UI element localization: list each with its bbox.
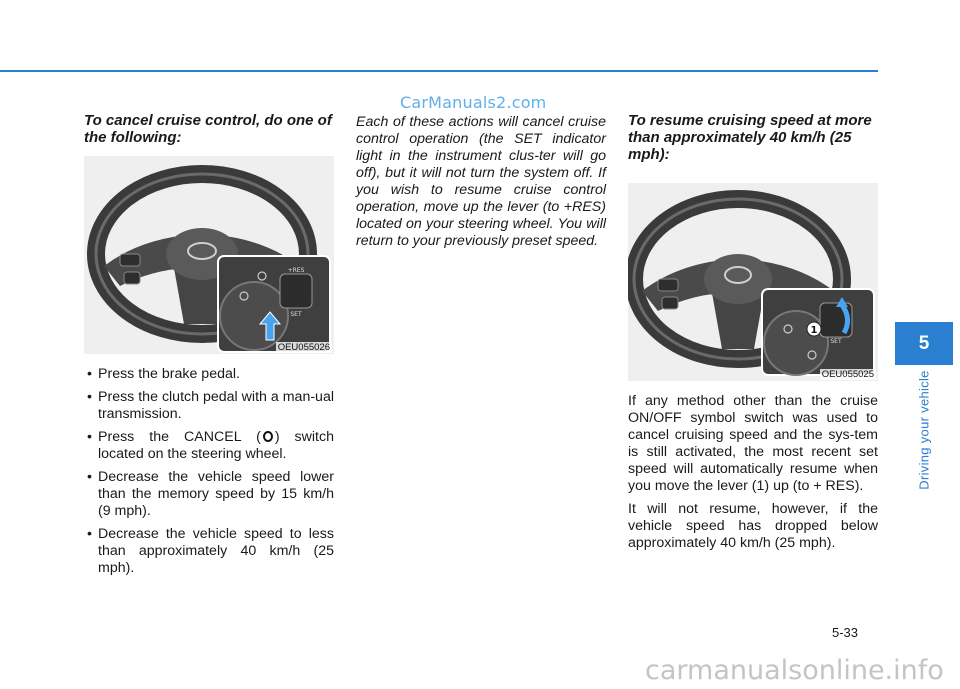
list-item (84, 429, 334, 463)
cancel-switch-icon (263, 431, 273, 442)
figure-resume (628, 183, 878, 381)
column-cancel-note (356, 114, 606, 250)
page-number: 5-33 (832, 625, 859, 640)
resume-para-1: If any method other than the cruise ON/OFF symbol switch was used to cancel cruising speed and the sys-tem is still activated, the most recent set speed will automatically resume when you move the lever (1) up (to + RES). (628, 393, 878, 494)
cancel-text-before: Press the CANCEL ( (98, 429, 261, 445)
column-cancel (84, 112, 334, 583)
chapter-side-label: Driving your vehicle (916, 370, 932, 490)
cancel-note-text: Each of these actions will cancel cruise control operation (the SET indicator light in the instrument clus-ter will go off), but it will not turn the system off. If you wish to resume cruise control operation, move up the lever (to +RES) located on your steering wheel. You will return to your previously preset speed. (356, 114, 606, 249)
list-item: • Press the brake pedal. (84, 366, 334, 383)
watermark-bottom: carmanualsonline.info (645, 655, 944, 686)
list-item: • Decrease the vehicle speed lower than the memory speed by 15 km/h (9 mph). (84, 469, 334, 520)
resume-para-2: It will not resume, however, if the vehicle speed has dropped below approximately 40 km/h (25 mph). (628, 501, 878, 551)
list-item: • Decrease the vehicle speed to less than approximately 40 km/h (25 mph). (84, 526, 334, 577)
cancel-methods-list (84, 366, 334, 577)
cancel-heading: To cancel cruise control, do one of the following: (84, 112, 332, 146)
steering-wheel-illustration (84, 156, 334, 354)
header-rule (0, 70, 878, 72)
callout-number: 1 (810, 325, 818, 336)
cancel-text-after: ) switch located on the steering wheel. (98, 429, 334, 462)
column-resume (628, 112, 878, 552)
resume-heading: To resume cruising speed at more than approximately 40 km/h (25 mph): (628, 112, 872, 163)
svg-text:SET: SET (830, 338, 842, 345)
svg-text:SET: SET (290, 311, 302, 318)
steering-wheel-illustration (628, 183, 878, 381)
chapter-tab: 5 (895, 322, 953, 365)
figure-caption: OEU055025 (821, 369, 874, 380)
watermark-top: CarManuals2.com (400, 93, 547, 112)
svg-text:+RES: +RES (287, 267, 305, 274)
list-item: • Press the clutch pedal with a man-ual transmission. (84, 389, 334, 423)
figure-caption: OEU055026 (277, 342, 330, 353)
figure-cancel (84, 156, 334, 354)
